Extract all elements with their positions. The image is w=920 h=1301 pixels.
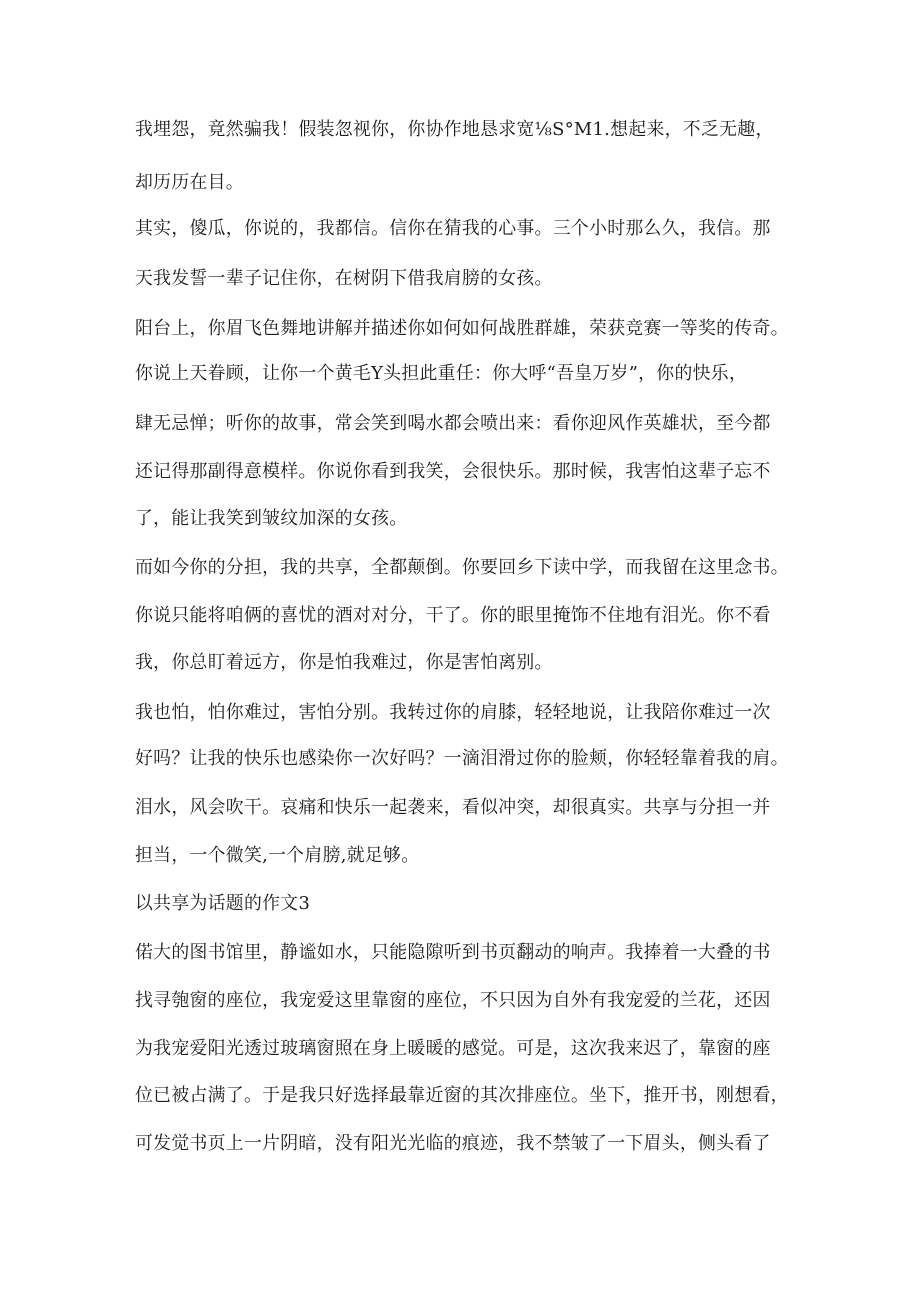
text-line: 你说只能将咱俩的喜忧的酒对对分，干了。你的眼里掩饰不住地有泪光。你不看 xyxy=(135,605,771,626)
text-line: 我也怕，怕你难过，害怕分别。我转过你的肩膝，轻轻地说，让我陪你难过一次 xyxy=(135,702,771,723)
text-line: 泪水，风会吹干。哀痛和快乐一起袭来，看似冲突，却很真实。共享与分担一并 xyxy=(135,797,771,818)
text-line: 我埋怨，竟然骗我！假装忽视你，你协作地恳求宽⅛S°M1.想起来，不乏无趣， xyxy=(135,119,774,140)
text-line: 可发觉书页上一片阴暗，没有阳光光临的痕迹，我不禁皱了一下眉头，侧头看了 xyxy=(135,1133,771,1154)
text-line: 位已被占满了。于是我只好选择最靠近窗的其次排座位。坐下，推开书，刚想看， xyxy=(135,1085,789,1106)
text-line: 我，你总盯着远方，你是怕我难过，你是害怕离别。 xyxy=(135,652,553,673)
text-line: 你说上天眷顾，让你一个黄毛Y头担此重任：你大呼“吾皇万岁”，你的快乐， xyxy=(135,363,748,384)
section-heading: 以共享为话题的作文3 xyxy=(135,893,311,914)
text-line: 好吗？让我的快乐也感染你一次好吗？一滴泪滑过你的脸颊，你轻轻靠着我的肩。 xyxy=(135,748,789,769)
text-line: 阳台上，你眉飞色舞地讲解并描述你如何如何战胜群雄，荣获竞赛一等奖的传奇。 xyxy=(135,318,789,339)
text-line: 而如今你的分担，我的共享，全都颠倒。你要回乡下读中学，而我留在这里念书。 xyxy=(135,557,789,578)
text-line: 还记得那副得意模样。你说你看到我笑，会很快乐。那时候，我害怕这辈子忘不 xyxy=(135,461,771,482)
text-line: 了，能让我笑到皱纹加深的女孩。 xyxy=(135,508,408,529)
text-line: 为我宠爱阳光透过玻璃窗照在身上暖暖的感觉。可是，这次我来迟了，靠窗的座 xyxy=(135,1038,771,1059)
text-line: 天我发誓一辈子记住你，在树阴下借我肩膀的女孩。 xyxy=(135,268,553,289)
text-line: 找寻匏窗的座位，我宠爱这里靠窗的座位，不只因为自外有我宠爱的兰花，还因 xyxy=(135,990,771,1011)
text-line: 其实，傻瓜，你说的，我都信。信你在猜我的心事。三个小时那么久，我信。那 xyxy=(135,218,771,239)
text-line: 偌大的图书馆里，静谧如水，只能隐隙听到书页翻动的响声。我捧着一大叠的书 xyxy=(135,942,771,963)
text-line: 肆无忌惮；听你的故事，常会笑到喝水都会喷出来：看你迎风作英雄状，至今都 xyxy=(135,413,771,434)
text-line: 却历历在目。 xyxy=(135,172,244,193)
text-line: 担当，一个微笑,一个肩膀,就足够。 xyxy=(135,845,420,866)
